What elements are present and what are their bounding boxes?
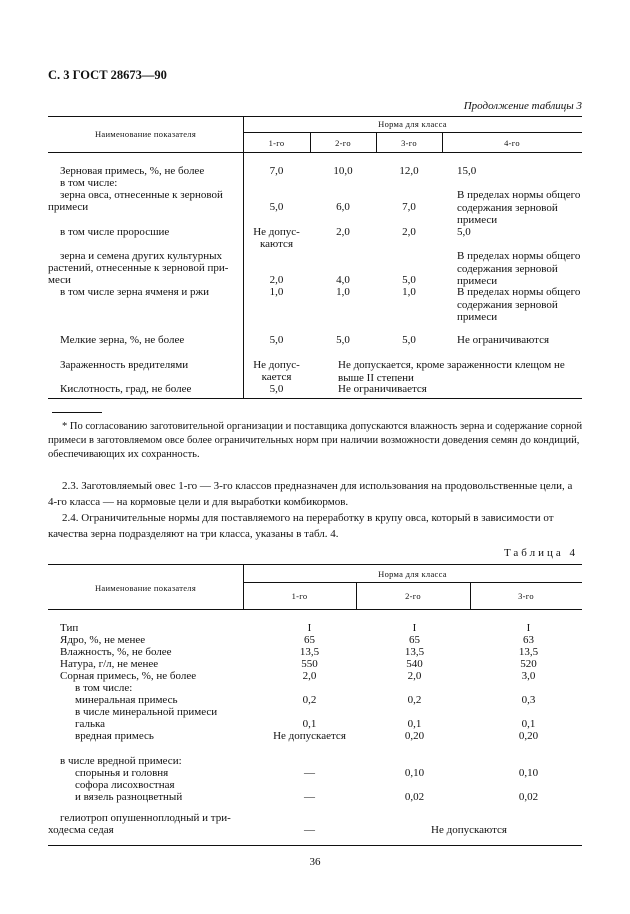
cell-value: 5,0	[402, 334, 416, 346]
row-label-continued: растений, отнесенные к зерновой при-	[48, 262, 229, 274]
cell-value: В пределах нормы общего содержания зерновой примеси	[457, 250, 581, 287]
cell-value: каются	[259, 238, 294, 250]
page-number: 36	[309, 856, 321, 868]
header-divider	[243, 582, 582, 583]
column-divider	[243, 116, 244, 398]
cell-value: 65	[304, 634, 315, 646]
cell-value: 5,0	[336, 334, 350, 346]
cell-value: В пределах нормы общего содержания зерновой примеси	[457, 286, 581, 323]
cell-value: I	[412, 622, 417, 634]
row-label: Влажность, %, не более	[60, 646, 172, 658]
cell-value: 5,0	[269, 383, 284, 395]
cell-value: 0,20	[404, 730, 425, 742]
header-bottom-rule	[48, 152, 582, 153]
cell-value: 13,5	[518, 646, 539, 658]
cell-value: 12,0	[399, 165, 419, 177]
cell-value: I	[526, 622, 531, 634]
row-label: Ядро, %, не менее	[60, 634, 146, 646]
row-label: софора лисохвостная	[75, 779, 175, 791]
cell-value: 0,20	[518, 730, 539, 742]
cell-value: 2,0	[269, 274, 284, 286]
cell-value: —	[304, 791, 315, 803]
cell-value: 4,0	[336, 274, 350, 286]
table-bottom-rule	[48, 845, 582, 846]
cell-value: Не допус-	[253, 359, 300, 371]
cell-value: 2,0	[302, 670, 317, 682]
row-label: Зерновая примесь, %, не более	[60, 165, 205, 177]
cell-value: 0,02	[404, 791, 425, 803]
cell-value: кается	[261, 371, 292, 383]
row-label: Тип	[60, 622, 79, 634]
row-label: зерна и семена других культурных	[60, 250, 222, 262]
cell-value: 2,0	[402, 226, 416, 238]
cell-value: В пределах нормы общего содержания зерновой примеси	[457, 189, 581, 226]
column-header-class: 2-го	[405, 591, 421, 601]
cell-value: Не ограничиваются	[457, 334, 550, 346]
row-label: в числе минеральной примеси	[75, 706, 218, 718]
cell-value: 0,3	[521, 694, 536, 706]
row-label: вредная примесь	[75, 730, 154, 742]
cell-value: —	[304, 824, 315, 836]
cell-value: 0,10	[518, 767, 539, 779]
cell-value: 13,5	[404, 646, 425, 658]
cell-value: 15,0	[457, 165, 477, 177]
cell-value: 5,0	[402, 274, 416, 286]
cell-value: Не допускается	[273, 730, 346, 742]
column-header-class: 2-го	[335, 138, 351, 148]
row-label: в том числе проросшие	[60, 226, 170, 238]
row-label: гелиотроп опушенноплодный и три-	[60, 812, 231, 824]
spanned-cell-value: Не допускаются	[431, 824, 507, 836]
spanned-cell-value: Не ограничивается	[338, 383, 427, 395]
cell-value: Не допус-	[253, 226, 300, 238]
column-header-norm: Норма для класса	[378, 569, 447, 579]
column-header-name: Наименование показателя	[94, 583, 197, 593]
cell-value: 1,0	[269, 286, 284, 298]
row-label: минеральная примесь	[75, 694, 178, 706]
running-header: С. 3 ГОСТ 28673—90	[48, 68, 167, 82]
table-caption: Таблица 4	[503, 547, 578, 559]
cell-value: 5,0	[269, 201, 284, 213]
table-top-rule	[48, 564, 582, 565]
cell-value: 5,0	[269, 334, 284, 346]
row-label: и вязель разноцветный	[75, 791, 183, 803]
header-divider	[243, 132, 582, 133]
column-header-class: 3-го	[518, 591, 534, 601]
cell-value: 10,0	[333, 165, 353, 177]
cell-value: 520	[520, 658, 537, 670]
row-label: Сорная примесь, %, не более	[60, 670, 197, 682]
cell-value: 540	[406, 658, 423, 670]
row-label: Зараженность вредителями	[60, 359, 189, 371]
column-header-class: 4-го	[504, 138, 520, 148]
column-header-name: Наименование показателя	[94, 129, 197, 139]
row-label: в том числе зерна ячменя и ржи	[60, 286, 210, 298]
table-bottom-rule	[48, 398, 582, 399]
table-top-rule	[48, 116, 582, 117]
cell-value: 0,1	[407, 718, 422, 730]
row-label: зерна овса, отнесенные к зерновой	[60, 189, 223, 201]
cell-value: 5,0	[457, 226, 471, 238]
cell-value: 0,2	[407, 694, 422, 706]
row-label: в числе вредной примеси:	[60, 755, 182, 767]
row-label-continued: ходесма седая	[48, 824, 114, 836]
cell-value: —	[304, 767, 315, 779]
cell-value: 13,5	[299, 646, 320, 658]
cell-value: 3,0	[521, 670, 536, 682]
header-bottom-rule	[48, 609, 582, 610]
row-label: спорынья и головня	[75, 767, 169, 779]
row-label: Мелкие зерна, %, не более	[60, 334, 185, 346]
row-label-continued: меси	[48, 274, 71, 286]
column-header-norm: Норма для класса	[378, 119, 447, 129]
cell-value: 2,0	[336, 226, 350, 238]
row-label: в том числе:	[75, 682, 133, 694]
paragraph: 2.4. Ограничительные нормы для поставляемого на переработку в крупу овса, который в зависимости от качества зерна подразделяют на три класса, указаны в табл. 4.	[48, 512, 554, 540]
cell-value: 0,10	[404, 767, 425, 779]
cell-value: I	[307, 622, 312, 634]
footnote-rule	[52, 412, 102, 413]
cell-value: 550	[301, 658, 318, 670]
column-header-class: 1-го	[268, 138, 285, 148]
column-header-class: 3-го	[401, 138, 417, 148]
cell-value: 7,0	[269, 165, 284, 177]
row-label-continued: примеси	[48, 201, 89, 213]
footnote: * По согласованию заготовительной организации и поставщика допускаются влажность зерна и содержание сорной примеси в заготовляемом овсе более ограничительных норм при наличии возможности доведения семян до кондиций, обеспечивающих их сохранность.	[48, 421, 583, 460]
row-label: в том числе:	[60, 177, 118, 189]
cell-value: 7,0	[402, 201, 416, 213]
table-continuation-label: Продолжение таблицы 3	[463, 100, 582, 112]
cell-value: 0,02	[518, 791, 539, 803]
cell-value: 2,0	[407, 670, 422, 682]
row-label: Кислотность, град, не более	[60, 383, 192, 395]
cell-value: 1,0	[402, 286, 416, 298]
cell-value: 63	[523, 634, 534, 646]
cell-value: 0,2	[302, 694, 317, 706]
cell-value: 6,0	[336, 201, 350, 213]
spanned-cell-value: Не допускается, кроме зараженности клещом не выше II степени	[338, 359, 565, 384]
cell-value: 0,1	[521, 718, 536, 730]
cell-value: 65	[409, 634, 420, 646]
row-label: галька	[75, 718, 106, 730]
paragraph: 2.3. Заготовляемый овес 1-го — 3-го классов предназначен для использования на продовольственные цели, а 4-го класса — на кормовые цели и для выработки комбикормов.	[48, 480, 573, 508]
row-label: Натура, г/л, не менее	[60, 658, 159, 670]
cell-value: 0,1	[302, 718, 317, 730]
column-header-class: 1-го	[291, 591, 308, 601]
cell-value: 1,0	[336, 286, 350, 298]
